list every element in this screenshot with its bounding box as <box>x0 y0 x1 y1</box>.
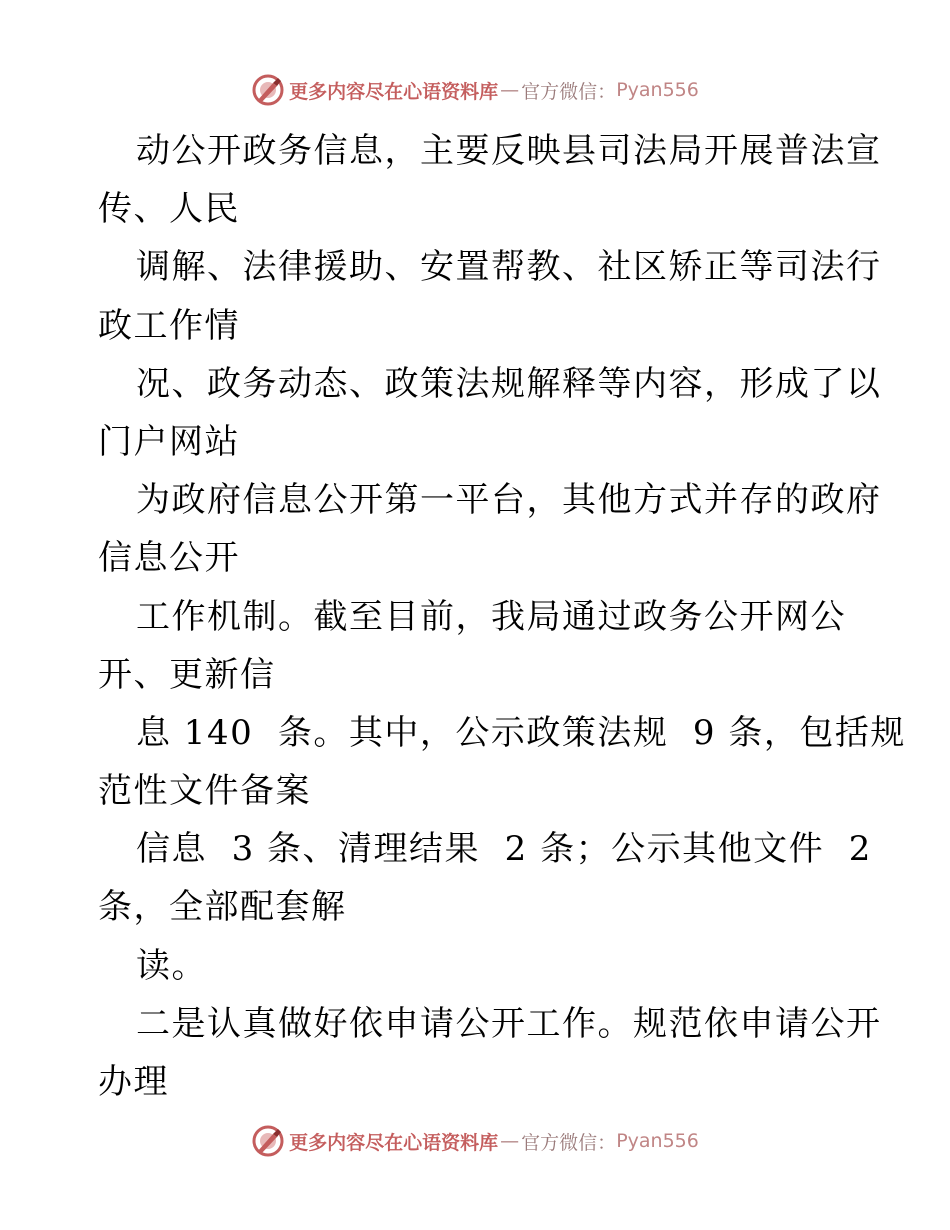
text-line: 息 140 条。其中，公示政策法规 9 条，包括规 <box>136 712 906 753</box>
watermark-separator: — <box>500 79 520 101</box>
text-line: 动公开政务信息，主要反映县司法局开展普法宣 <box>136 131 882 171</box>
text-line: 开、更新信 <box>98 654 276 695</box>
text-line: 范性文件备案 <box>98 771 311 812</box>
text-line: 门户网站 <box>98 421 240 462</box>
watermark-brand: 更多内容尽在心语资料库 <box>289 1131 499 1154</box>
watermark-official: 官方微信： <box>521 80 617 103</box>
text-line: 况、政务动态、政策法规解释等内容，形成了以 <box>136 363 882 404</box>
text-line: 信息公开 <box>98 538 240 579</box>
watermark-wechat-id: Pyan556 <box>616 79 699 101</box>
pen-circle-logo-icon <box>251 1124 285 1158</box>
footer-watermark <box>0 1121 950 1161</box>
text-line: 传、人民 <box>98 189 240 230</box>
watermark-wechat-id: Pyan556 <box>616 1130 699 1152</box>
document-body <box>98 122 906 1111</box>
text-line: 办理 <box>98 1062 169 1102</box>
watermark-brand: 更多内容尽在心语资料库 <box>289 80 499 103</box>
pen-circle-logo-icon <box>251 73 285 107</box>
watermark-separator: — <box>500 1130 520 1152</box>
text-line: 为政府信息公开第一平台，其他方式并存的政府 <box>136 480 882 521</box>
text-line: 读。 <box>136 945 207 986</box>
text-line: 工作机制。截至目前，我局通过政务公开网公 <box>136 596 846 637</box>
text-line: 二是认真做好依申请公开工作。规范依申请公开 <box>136 1003 882 1044</box>
text-line: 条，全部配套解 <box>98 887 347 928</box>
watermark-official: 官方微信： <box>521 1131 617 1154</box>
text-line: 调解、法律援助、安置帮教、社区矫正等司法行 <box>136 247 882 288</box>
text-line: 政工作情 <box>98 305 240 346</box>
text-line: 信息 3 条、清理结果 2 条；公示其他文件 2 <box>136 829 872 870</box>
header-watermark <box>0 70 950 110</box>
